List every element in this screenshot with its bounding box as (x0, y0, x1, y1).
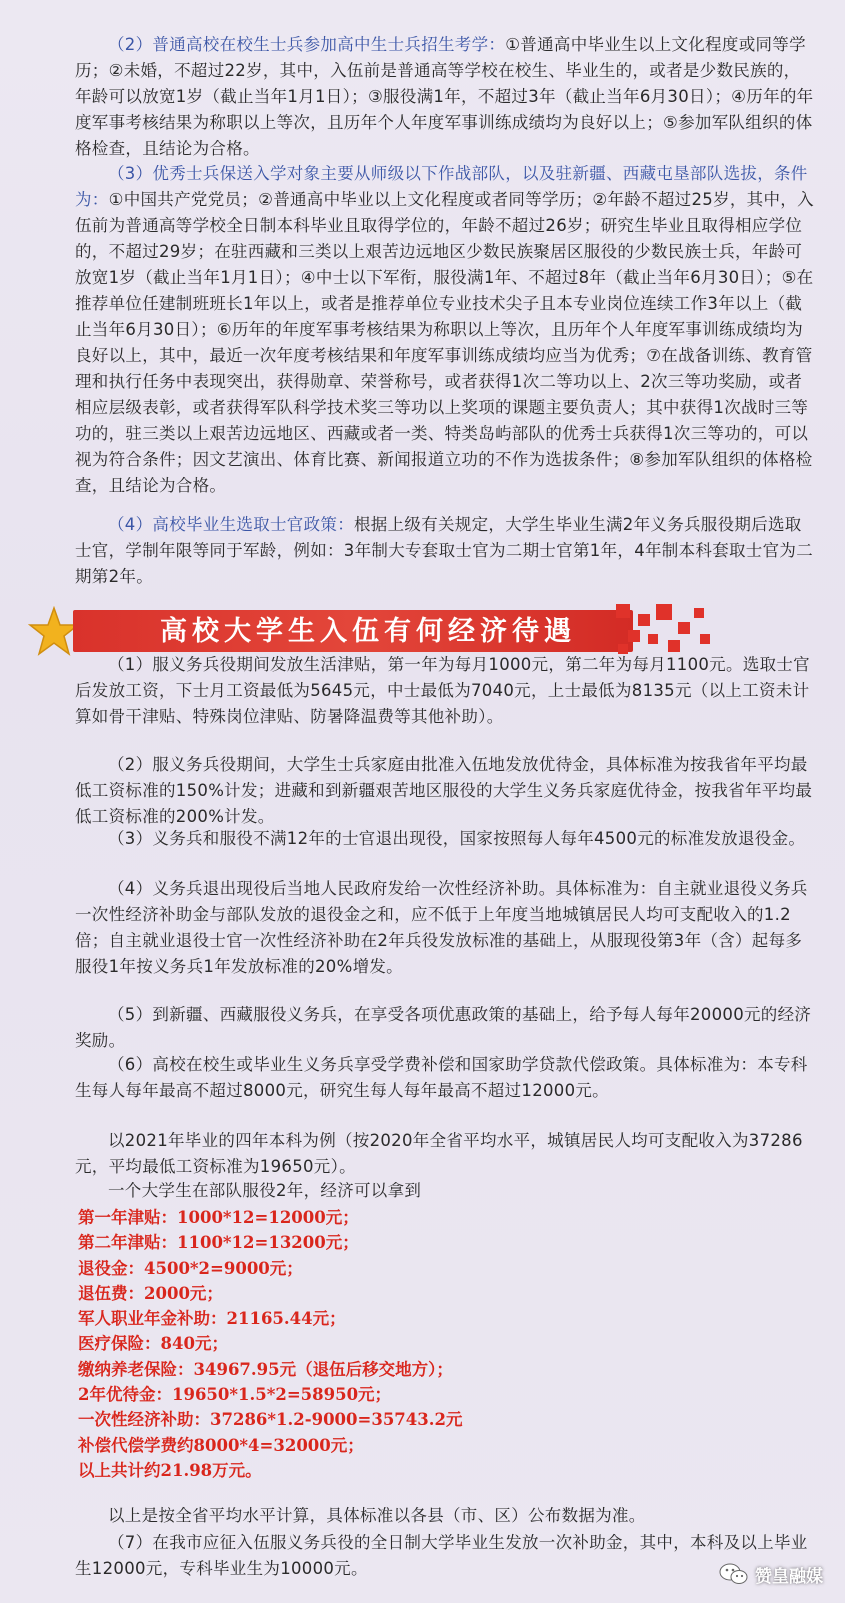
section-3-body: ①中国共产党党员；②普通高中毕业以上文化程度或者同等学历；②年龄不超过25岁，其中，入伍前为普通高等学校全日制本科毕业且取得学位的，年龄不超过26岁；研究生毕业且取得相应学位的，不超过29岁；在驻西藏和三类以上艰苦边远地区少数民族聚居区服役的少数民族士兵，年龄可放宽1岁（截止当年1月1日）；④中士以下军衔，服役满1年、不超过8年（截止当年6月30日）；⑤在推荐单位任建制班班长1年以上，或者是推荐单位专业技术尖子且本专业岗位连续工作3年以上（截止当年6月30日）；⑥历年的年度军事考核结果为称职以上等次，且历年个人年度军事训练成绩均为良好以上，其中，最近一次年度考核结果和年度军事训练成绩均应当为优秀；⑦在战备训练、教育管理和执行任务中表现突出，获得勋章、荣誉称号，或者获得1次二等功以上、2次三等功奖励，或者相应层级表彰，或者获得军队科学技术奖三等功以上奖项的课题主要负责人；其中获得1次战时三等功的，驻三类以上艰苦边远地区、西藏或者一类、特类岛屿部队的优秀士兵获得1次三等功的，可以视为符合条件；因文艺演出、体育比赛、新闻报道立功的不作为选拔条件；⑧参加军队组织的体格检查，且结论为合格。 (75, 190, 814, 495)
para-5: （5）到新疆、西藏服役义务兵，在享受各项优惠政策的基础上，给予每人每年20000元的经济奖励。 (75, 1005, 812, 1050)
list-item: 退役金：4500*2=9000元； (78, 1258, 303, 1278)
example-breakdown-list (78, 1205, 798, 1483)
wechat-icon (719, 1562, 749, 1586)
section-2-header: （2）普通高校在校生士兵参加高中生士兵招生考学： (108, 35, 506, 54)
section-3-header: （3）优秀士兵保送入学对象主要从师级以下作战部队，以及驻新疆、西藏屯垦部队选拔，条件为： (75, 164, 808, 209)
list-item: 补偿代偿学费约8000*4=32000元； (78, 1435, 364, 1455)
section-3 (75, 161, 815, 499)
list-item: 以上共计约21.98万元。 (78, 1460, 262, 1480)
list-item: 第二年津贴：1100*12=13200元； (78, 1233, 359, 1253)
list-item: 第一年津贴：1000*12=12000元； (78, 1208, 359, 1227)
list-item: 医疗保险：840元； (78, 1334, 228, 1354)
list-item: 一次性经济补助：37286*1.2-9000=35743.2元 (78, 1410, 463, 1430)
example-intro: 一个大学生在部队服役2年，经济可以拿到 (108, 1181, 422, 1200)
para-1: （1）服义务兵役期间发放生活津贴，第一年为每月1000元，第二年为每月1100元。选取士官后发放工资，下士月工资最低为5645元，中士最低为7040元，上士最低为8135元（以上工资未计算如骨干津贴、特殊岗位津贴、防暑降温费等其他补助）。 (75, 655, 810, 726)
section-4-body: 根据上级有关规定，大学生毕业生满2年义务兵服役期后选取士官，学制年限等同于军龄，例如：3年制大专套取士官为二期士官第1年，4年制本科套取士官为二期第2年。 (75, 515, 813, 586)
closing-note: 以上是按全省平均水平计算，具体标准以各县（市、区）公布数据为准。 (108, 1506, 646, 1525)
para-3: （3）义务兵和服役不满12年的士官退出现役，国家按照每人每年4500元的标准发放退役金。 (108, 829, 806, 848)
section-2 (75, 32, 815, 162)
list-item: 军人职业年金补助：21165.44元； (78, 1309, 346, 1329)
banner-title: 高校大学生入伍有何经济待遇 (160, 616, 576, 647)
para-2: （2）服义务兵役期间，大学生士兵家庭由批准入伍地发放优待金，具体标准为按我省年平均最低工资标准的150%计发；进藏和到新疆艰苦地区服役的大学生义务兵家庭优待金，按我省年平均最低工资标准的200%计发。 (75, 755, 813, 826)
section-4 (75, 512, 815, 590)
section-4-header: （4）高校毕业生选取士官政策： (108, 515, 354, 534)
example-lead: 以2021年毕业的四年本科为例（按2020年全省平均水平，城镇居民人均可支配收入为37286元，平均最低工资标准为19650元）。 (75, 1131, 803, 1176)
list-item: 退伍费：2000元； (78, 1283, 223, 1303)
list-item: 2年优待金：19650*1.5*2=58950元； (78, 1385, 392, 1405)
section-2-body: ①普通高中毕业生以上文化程度或同等学历；②未婚，不超过22岁，其中，入伍前是普通高等学校在校生、毕业生的，或者是少数民族的，年龄可以放宽1岁（截止当年1月1日）；③服役满1年，不超过3年（截止当年6月30日）；④历年的年度军事考核结果为称职以上等次，且历年个人年度军事训练成绩均为良好以上；⑤参加军队组织的体格检查，且结论为合格。 (75, 35, 814, 158)
para-7: （7）在我市应征入伍服义务兵役的全日制大学毕业生发放一次补助金，其中，本科及以上毕业生12000元，专科毕业生为10000元。 (75, 1533, 808, 1578)
watermark (719, 1559, 823, 1589)
watermark-text: 赞皇融媒 (755, 1566, 823, 1587)
para-4: （4）义务兵退出现役后当地人民政府发给一次性经济补助。具体标准为：自主就业退役义务兵一次性经济补助金与部队发放的退役金之和，应不低于上年度当地城镇居民人均可支配收入的1.2倍；自主就业退役士官一次性经济补助在2年兵役发放标准的基础上，从服现役第3年（含）起每多服役1年按义务兵1年发放标准的20%增发。 (75, 879, 808, 976)
list-item: 缴纳养老保险：34967.95元（退伍后移交地方）； (78, 1359, 453, 1379)
para-6: （6）高校在校生或毕业生义务兵享受学费补偿和国家助学贷款代偿政策。具体标准为：本专科生每人每年最高不超过8000元，研究生每人每年最高不超过12000元。 (75, 1055, 808, 1100)
